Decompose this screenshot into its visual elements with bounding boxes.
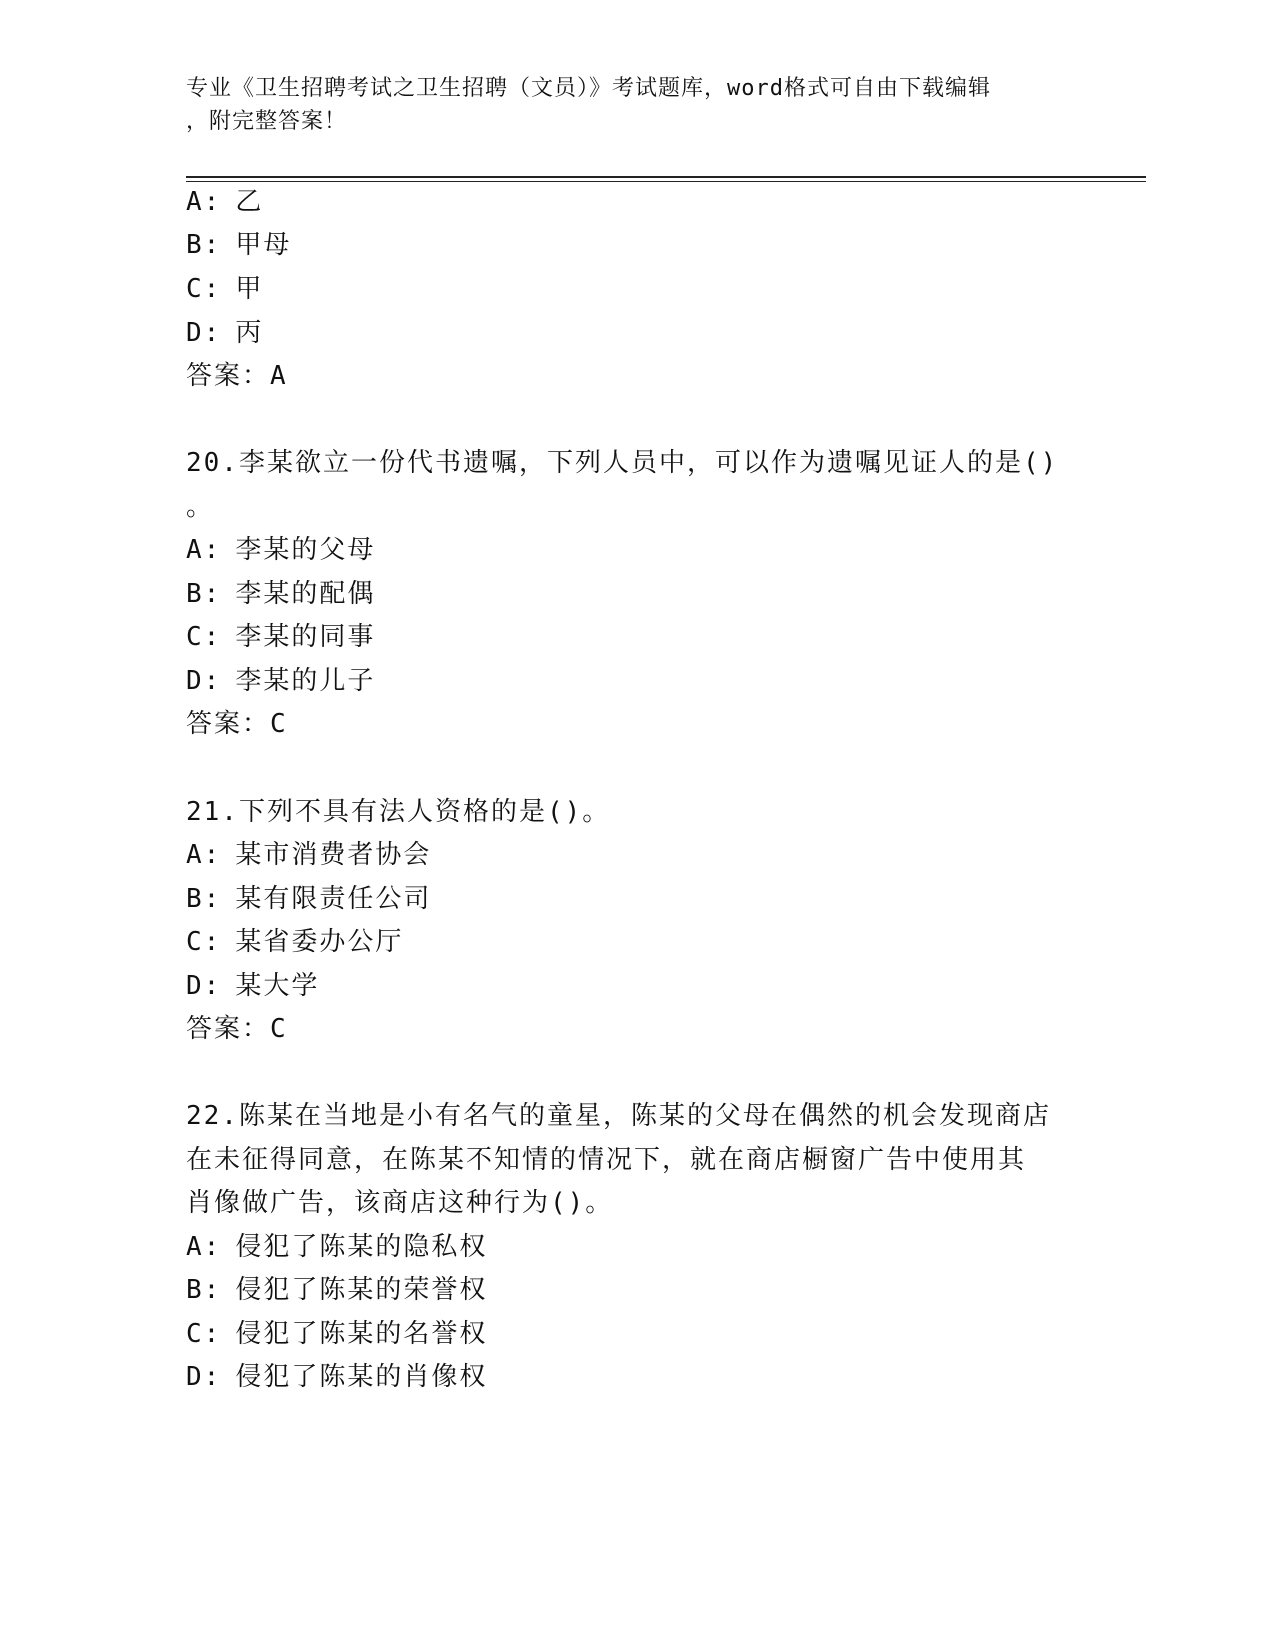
q20-option-c: C: 李某的同事 <box>186 622 376 652</box>
q20-option-b: B: 李某的配偶 <box>186 579 376 609</box>
q21-stem-line-1: 21.下列不具有法人资格的是()。 <box>186 797 611 827</box>
header-line-1: 专业《卫生招聘考试之卫生招聘（文员）》考试题库，word格式可自由下载编辑 <box>186 76 991 101</box>
q21-option-a: A: 某市消费者协会 <box>186 840 432 870</box>
header-divider-thin <box>186 181 1146 182</box>
q19-option-b: B: 甲母 <box>186 230 292 260</box>
q20-option-a: A: 李某的父母 <box>186 535 376 565</box>
header-line-2: ，附完整答案！ <box>186 109 348 134</box>
q19-answer: 答案：A <box>186 361 288 391</box>
q21-option-c: C: 某省委办公厅 <box>186 927 404 957</box>
header-divider-thick <box>186 176 1146 178</box>
q22-option-c: C: 侵犯了陈某的名誉权 <box>186 1319 488 1349</box>
q20-option-d: D: 李某的儿子 <box>186 666 376 696</box>
q21-option-d: D: 某大学 <box>186 971 320 1001</box>
q22-stem-line-2: 在未征得同意，在陈某不知情的情况下，就在商店橱窗广告中使用其 <box>186 1145 1027 1175</box>
q19-option-d: D: 丙 <box>186 318 264 348</box>
q22-option-a: A: 侵犯了陈某的隐私权 <box>186 1232 488 1262</box>
q21-answer: 答案：C <box>186 1014 288 1044</box>
document-header <box>186 72 1066 138</box>
q19-option-a: A: 乙 <box>186 187 264 217</box>
q22-option-b: B: 侵犯了陈某的荣誉权 <box>186 1275 488 1305</box>
q21-option-b: B: 某有限责任公司 <box>186 884 432 914</box>
q22-stem-line-3: 肖像做广告，该商店这种行为()。 <box>186 1188 614 1218</box>
q22-stem-line-1: 22.陈某在当地是小有名气的童星，陈某的父母在偶然的机会发现商店 <box>186 1101 1051 1131</box>
q22-option-d: D: 侵犯了陈某的肖像权 <box>186 1362 488 1392</box>
q19-option-c: C: 甲 <box>186 274 264 304</box>
q20-stem-line-1: 20.李某欲立一份代书遗嘱，下列人员中，可以作为遗嘱见证人的是() <box>186 448 1059 478</box>
q20-stem-line-2: 。 <box>186 492 215 522</box>
q20-answer: 答案：C <box>186 709 288 739</box>
